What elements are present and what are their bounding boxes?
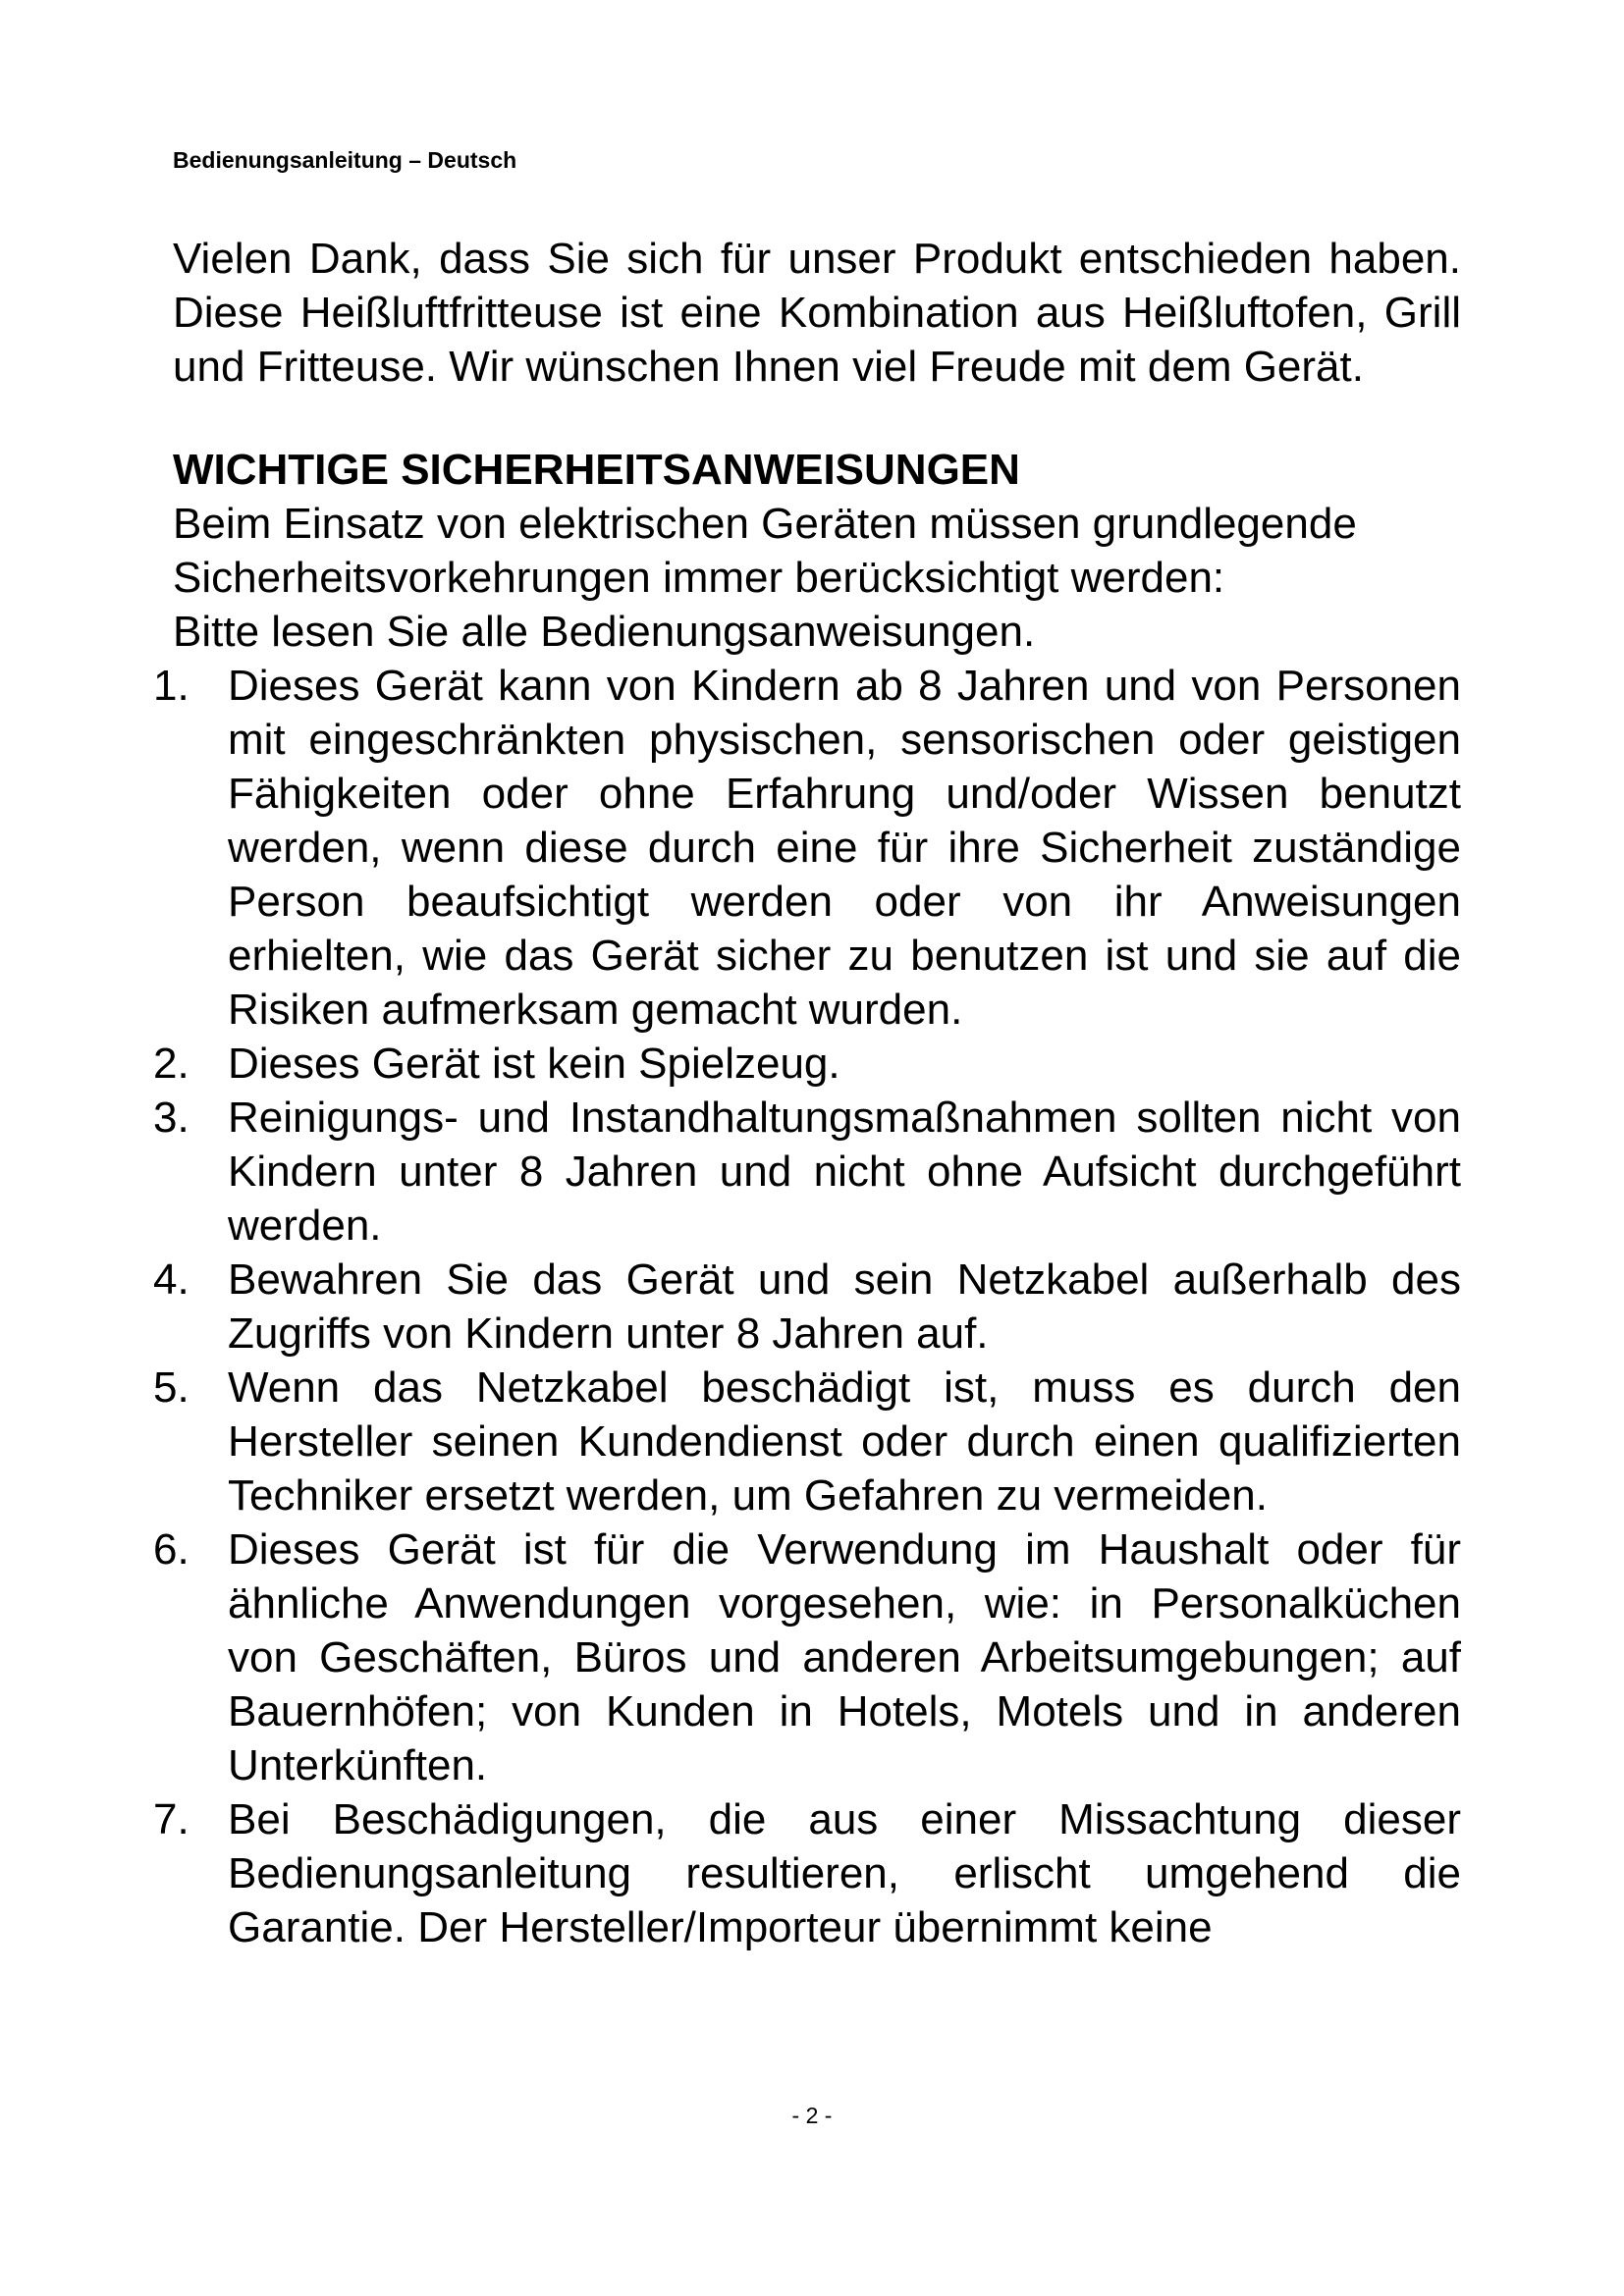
list-item [153, 1792, 1461, 1954]
list-item-number: 4. [153, 1255, 189, 1304]
list-item-text: Bei Beschädigungen, die aus einer Missachtung dieser Bedienungsanleitung resultieren, erlischt umgehend die Garantie. Der Hersteller/Importeur übernimmt keine [228, 1795, 1461, 1951]
list-item-text: Dieses Gerät kann von Kindern ab 8 Jahren und von Personen mit eingeschränkten physischen, sensorischen oder geistigen Fähigkeiten oder ohne Erfahrung und/oder Wissen benutzt werden, wenn diese durch eine für ihre Sicherheit zuständige Person beaufsichtigt werden oder von ihr Anweisungen erhielten, wie das Gerät sicher zu benutzen ist und sie auf die Risiken aufmerksam gemacht wurden. [228, 662, 1461, 1034]
list-item [153, 659, 1461, 1037]
list-item [153, 1361, 1461, 1522]
list-item [153, 1037, 1461, 1091]
safety-heading: WICHTIGE SICHERHEITSANWEISUNGEN [173, 446, 1020, 494]
page-number: - 2 - [791, 2103, 833, 2128]
list-item-number: 3. [153, 1094, 189, 1142]
list-item-number: 6. [153, 1525, 189, 1574]
list-item-number: 7. [153, 1795, 189, 1843]
safety-lead-line-3: Bitte lesen Sie alle Bedienungsanweisungen. [173, 608, 1036, 656]
list-item-text: Bewahren Sie das Gerät und sein Netzkabel außerhalb des Zugriffs von Kindern unter 8 Jahren auf. [228, 1255, 1461, 1358]
list-item-text: Dieses Gerät ist kein Spielzeug. [228, 1040, 840, 1088]
list-item-text: Reinigungs- und Instandhaltungsmaßnahmen sollten nicht von Kindern unter 8 Jahren und nicht ohne Aufsicht durchgeführt werden. [228, 1094, 1461, 1250]
list-item [153, 1091, 1461, 1253]
list-item [153, 1522, 1461, 1792]
list-item-number: 2. [153, 1040, 189, 1088]
intro-paragraph: Vielen Dank, dass Sie sich für unser Produkt entschieden haben. Diese Heißluftfritteuse ist eine Kombination aus Heißluftofen, Grill und Fritteuse. Wir wünschen Ihnen viel Freude mit dem Gerät. [173, 235, 1461, 391]
safety-instructions-list [153, 659, 1461, 1954]
safety-lead-line-2: Sicherheitsvorkehrungen immer berücksichtigt werden: [173, 554, 1225, 602]
safety-lead-line-1: Beim Einsatz von elektrischen Geräten müssen grundlegende [173, 500, 1357, 548]
document-body [153, 232, 1461, 1954]
list-item-text: Dieses Gerät ist für die Verwendung im Haushalt oder für ähnliche Anwendungen vorgesehen, wie: in Personalküchen von Geschäften, Büros und anderen Arbeitsumgebungen; auf Bauernhöfen; von Kunden in Hotels, Motels und in anderen Unterkünften. [228, 1525, 1461, 1789]
list-item-text: Wenn das Netzkabel beschädigt ist, muss es durch den Hersteller seinen Kundendienst oder durch einen qualifizierten Techniker ersetzt werden, um Gefahren zu vermeiden. [228, 1363, 1461, 1520]
list-item-number: 5. [153, 1363, 189, 1412]
list-item [153, 1253, 1461, 1361]
list-item-number: 1. [153, 662, 189, 710]
document-header: Bedienungsanleitung – Deutsch [173, 147, 517, 173]
